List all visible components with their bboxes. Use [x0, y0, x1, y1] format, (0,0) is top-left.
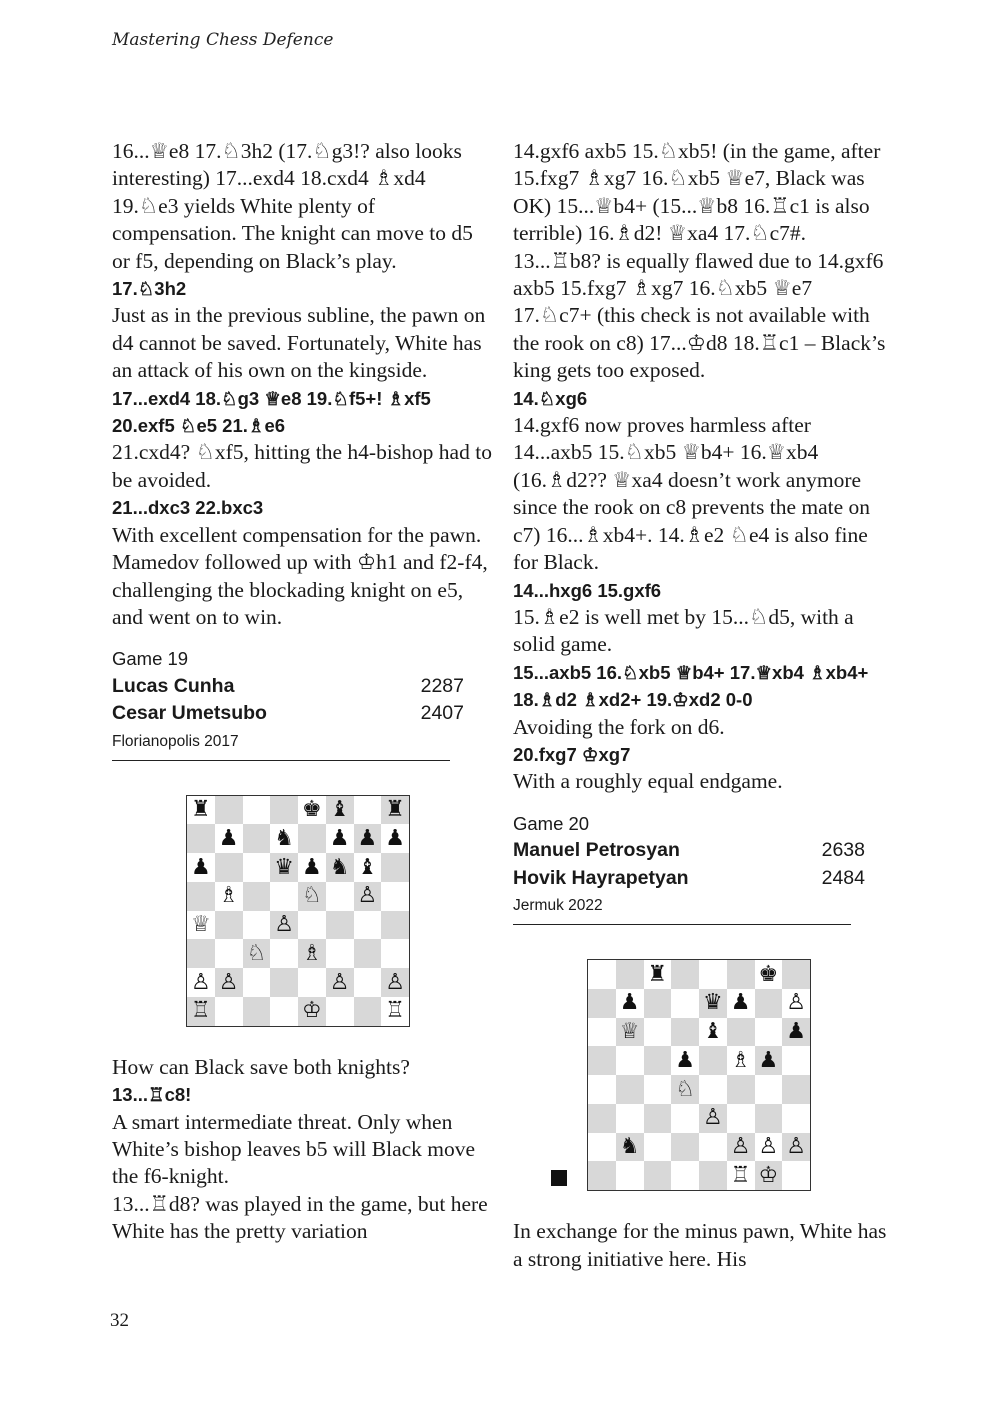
board-square	[644, 960, 672, 989]
white-bishop-icon: ♗	[302, 940, 322, 966]
white-bishop-icon: ♗	[218, 883, 239, 909]
board-square	[326, 939, 354, 968]
board-square	[215, 997, 243, 1026]
board-square	[298, 853, 326, 882]
board-square	[215, 796, 243, 825]
move-line: 14.♘xg6	[513, 387, 588, 409]
board-square	[588, 1046, 616, 1075]
board-square	[588, 1075, 616, 1104]
game-label: Game 19	[112, 648, 189, 670]
board-square	[755, 960, 783, 989]
white-bishop-icon: ♗	[730, 1047, 751, 1073]
player-name: Cesar Umetsubo	[112, 702, 267, 725]
move-line: 13...♖c8!	[112, 1084, 192, 1106]
chess-diagram	[186, 795, 414, 1028]
white-pawn-icon: ♙	[274, 912, 294, 938]
move-line: 14...hxg6 15.gxf6	[513, 579, 662, 601]
board-square	[699, 960, 727, 989]
white-pawn-icon: ♙	[786, 990, 806, 1016]
move-line: 17...exd4 18.♘g3 ♕e8 19.♘f5+! ♗xf5 20.exf5 ♘e5 21.♗e6	[112, 387, 431, 437]
board-square	[782, 1018, 810, 1047]
white-pawn-icon: ♙	[730, 1134, 751, 1160]
player-name: Lucas Cunha	[112, 674, 235, 697]
black-player	[513, 865, 865, 893]
white-player	[112, 673, 464, 701]
board-square	[243, 882, 271, 911]
board-square	[270, 997, 298, 1026]
black-pawn-icon: ♟	[730, 990, 751, 1016]
board-square	[354, 911, 382, 940]
board-square	[755, 1018, 783, 1047]
board-square	[326, 911, 354, 940]
white-pawn-icon: ♙	[218, 969, 239, 995]
board-square	[243, 968, 271, 997]
board-square	[616, 1018, 644, 1047]
move-line: 15...axb5 16.♘xb5 ♕b4+ 17.♕xb4 ♗xb4+ 18.♗d2 ♗xd2+ 19.♔xd2 0-0	[513, 661, 869, 711]
commentary-paragraph: 15.♗e2 is well met by 15...♘d5, with a solid game.	[513, 604, 854, 657]
board-square	[671, 1104, 699, 1133]
black-pawn-icon: ♟	[218, 825, 239, 851]
white-player	[513, 837, 865, 865]
white-pawn-icon: ♙	[191, 969, 211, 995]
board-square	[588, 960, 616, 989]
board-square	[270, 796, 298, 825]
white-pawn-icon: ♙	[703, 1105, 723, 1131]
board-square	[727, 1018, 755, 1047]
page-number: 32	[110, 1310, 129, 1331]
board-square	[782, 989, 810, 1018]
board-square	[381, 997, 409, 1026]
board-square	[755, 1046, 783, 1075]
board-square	[381, 939, 409, 968]
black-pawn-icon: ♟	[385, 825, 405, 851]
board-square	[187, 997, 215, 1026]
board-square	[243, 824, 271, 853]
board-square	[298, 911, 326, 940]
chess-board	[587, 959, 811, 1191]
board-square	[755, 1075, 783, 1104]
board-square	[354, 968, 382, 997]
board-square	[354, 939, 382, 968]
player-rating: 2407	[420, 702, 464, 725]
black-king-icon: ♚	[758, 961, 779, 987]
board-square	[755, 1161, 783, 1190]
board-square	[243, 911, 271, 940]
board-square	[616, 1133, 644, 1162]
move-line: 21...dxc3 22.bxc3	[112, 497, 264, 519]
board-square	[671, 1046, 699, 1075]
board-square	[243, 853, 271, 882]
board-square	[326, 853, 354, 882]
board-square	[616, 960, 644, 989]
board-square	[187, 882, 215, 911]
board-square	[616, 989, 644, 1018]
board-square	[270, 824, 298, 853]
board-square	[671, 1161, 699, 1190]
board-square	[326, 824, 354, 853]
board-square	[215, 911, 243, 940]
commentary-paragraph: With excellent compensation for the pawn. Mamedov followed up with ♔h1 and f2-f4, challenging the blockading knight on e5, and went on to win.	[112, 522, 488, 629]
board-square	[616, 1161, 644, 1190]
board-square	[755, 989, 783, 1018]
board-square	[588, 989, 616, 1018]
game-header	[112, 645, 492, 760]
board-square	[644, 1046, 672, 1075]
board-square	[588, 1161, 616, 1190]
board-square	[699, 1104, 727, 1133]
board-square	[326, 997, 354, 1026]
commentary-paragraph: Just as in the previous subline, the pawn on d4 cannot be saved. Fortunately, White has an attack of his own on the kingside.	[112, 303, 486, 383]
player-rating: 2484	[821, 866, 865, 889]
black-knight-icon: ♞	[329, 854, 350, 880]
board-square	[298, 796, 326, 825]
move-line: 17.♘3h2	[112, 278, 187, 300]
white-pawn-icon: ♙	[385, 969, 405, 995]
board-square	[782, 1104, 810, 1133]
commentary-paragraph: 14.gxf6 axb5 15.♘xb5! (in the game, after 15.fxg7 ♗xg7 16.♘xb5 ♕e7, Black was OK) 15...♕b4+ (15...♕b8 16.♖c1 is also terrible) 16.♗d2! ♕xa4 17.♘c7#. 13...♖b8? is equally flawed due to 14.gxf6 axb5 15.fxg7 ♗xg7 16.♘xb5 ♕e7 17.♘c7+ (this check is not available with the rook on c8) 17...♔d8 18.♖c1 – Black’s king gets too exposed.	[513, 139, 886, 383]
black-pawn-icon: ♟	[786, 1019, 806, 1045]
board-square	[727, 960, 755, 989]
board-square	[243, 796, 271, 825]
black-queen-icon: ♛	[274, 854, 294, 880]
board-square	[755, 1133, 783, 1162]
black-pawn-icon: ♟	[357, 825, 378, 851]
board-square	[782, 1075, 810, 1104]
board-square	[381, 853, 409, 882]
board-square	[699, 1046, 727, 1075]
white-knight-icon: ♘	[246, 940, 267, 966]
black-player	[112, 700, 464, 728]
board-square	[298, 882, 326, 911]
black-pawn-icon: ♟	[758, 1047, 779, 1073]
right-column	[513, 138, 893, 1273]
board-square	[727, 1133, 755, 1162]
board-square	[187, 939, 215, 968]
board-square	[187, 911, 215, 940]
board-square	[298, 939, 326, 968]
black-pawn-icon: ♟	[302, 854, 322, 880]
white-pawn-icon: ♙	[758, 1134, 779, 1160]
black-pawn-icon: ♟	[191, 854, 211, 880]
white-pawn-icon: ♙	[357, 883, 378, 909]
board-square	[381, 824, 409, 853]
board-square	[699, 1133, 727, 1162]
board-square	[616, 1075, 644, 1104]
chess-diagram	[587, 959, 815, 1192]
board-square	[644, 1161, 672, 1190]
board-square	[187, 853, 215, 882]
left-column	[112, 138, 492, 1246]
board-square	[699, 1018, 727, 1047]
game-venue: Florianopolis 2017	[112, 728, 450, 761]
board-square	[755, 1104, 783, 1133]
right-bottom-text	[513, 1218, 893, 1273]
black-to-move-marker	[551, 1170, 567, 1186]
board-square	[699, 1075, 727, 1104]
board-square	[354, 882, 382, 911]
black-king-icon: ♚	[302, 797, 322, 823]
white-queen-icon: ♕	[619, 1019, 640, 1045]
running-head: Mastering Chess Defence	[112, 30, 334, 50]
board-square	[782, 1046, 810, 1075]
board-square	[671, 989, 699, 1018]
board-square	[671, 1133, 699, 1162]
board-square	[671, 1075, 699, 1104]
white-knight-icon: ♘	[302, 883, 322, 909]
board-square	[298, 968, 326, 997]
board-square	[588, 1133, 616, 1162]
white-king-icon: ♔	[758, 1162, 779, 1188]
board-square	[243, 997, 271, 1026]
commentary-paragraph: How can Black save both knights?	[112, 1054, 410, 1079]
white-pawn-icon: ♙	[329, 969, 350, 995]
game-venue: Jermuk 2022	[513, 892, 851, 925]
board-square	[699, 989, 727, 1018]
player-name: Hovik Hayrapetyan	[513, 866, 689, 889]
board-square	[354, 824, 382, 853]
board-square	[270, 853, 298, 882]
board-square	[616, 1046, 644, 1075]
board-square	[644, 1075, 672, 1104]
board-square	[727, 1046, 755, 1075]
board-square	[298, 997, 326, 1026]
black-rook-icon: ♜	[647, 961, 668, 987]
board-square	[270, 882, 298, 911]
board-square	[381, 911, 409, 940]
board-square	[187, 968, 215, 997]
commentary-paragraph: In exchange for the minus pawn, White has a strong initiative here. His	[513, 1219, 887, 1271]
white-rook-icon: ♖	[385, 998, 405, 1024]
board-square	[588, 1104, 616, 1133]
board-square	[671, 960, 699, 989]
game-label: Game 20	[513, 812, 590, 834]
black-knight-icon: ♞	[274, 825, 294, 851]
black-pawn-icon: ♟	[675, 1047, 695, 1073]
board-square	[381, 882, 409, 911]
black-rook-icon: ♜	[191, 797, 211, 823]
board-square	[215, 853, 243, 882]
board-square	[727, 1161, 755, 1190]
left-bottom-text	[112, 1054, 492, 1246]
white-queen-icon: ♕	[191, 912, 211, 938]
white-knight-icon: ♘	[675, 1076, 695, 1102]
move-line: 20.fxg7 ♔xg7	[513, 743, 631, 765]
board-square	[727, 1075, 755, 1104]
board-square	[187, 824, 215, 853]
black-bishop-icon: ♝	[357, 854, 378, 880]
board-square	[644, 1018, 672, 1047]
black-pawn-icon: ♟	[329, 825, 350, 851]
black-bishop-icon: ♝	[703, 1019, 723, 1045]
board-square	[644, 1133, 672, 1162]
commentary-paragraph: With a roughly equal endgame.	[513, 769, 783, 794]
commentary-paragraph: 14.gxf6 now proves harmless after 14...axb5 15.♘xb5 ♕b4+ 16.♕xb4 (16.♗d2?? ♕xa4 doesn’t work anymore since the rook on c8 prevents the mate on c7) 16...♗xb4+. 14.♗e2 ♘e4 is also fine for Black.	[513, 413, 871, 575]
black-rook-icon: ♜	[385, 797, 405, 823]
player-name: Manuel Petrosyan	[513, 839, 680, 862]
black-knight-icon: ♞	[619, 1134, 640, 1160]
board-square	[699, 1161, 727, 1190]
black-bishop-icon: ♝	[329, 797, 350, 823]
black-pawn-icon: ♟	[619, 990, 640, 1016]
board-square	[354, 997, 382, 1026]
board-square	[644, 989, 672, 1018]
board-square	[187, 796, 215, 825]
board-square	[270, 939, 298, 968]
board-square	[270, 911, 298, 940]
board-square	[644, 1104, 672, 1133]
board-square	[381, 796, 409, 825]
right-top-text	[513, 138, 893, 796]
board-square	[354, 796, 382, 825]
board-square	[215, 968, 243, 997]
player-rating: 2287	[420, 674, 464, 697]
board-square	[215, 882, 243, 911]
board-square	[588, 1018, 616, 1047]
board-square	[381, 968, 409, 997]
white-rook-icon: ♖	[191, 998, 211, 1024]
white-king-icon: ♔	[302, 998, 322, 1024]
left-top-text	[112, 138, 492, 631]
white-rook-icon: ♖	[730, 1162, 751, 1188]
board-square	[782, 1133, 810, 1162]
board-square	[215, 939, 243, 968]
commentary-paragraph: Avoiding the fork on d6.	[513, 714, 725, 739]
board-square	[298, 824, 326, 853]
chess-board	[186, 795, 410, 1027]
commentary-paragraph: 16...♕e8 17.♘3h2 (17.♘g3!? also looks interesting) 17...exd4 18.cxd4 ♗xd4 19.♘e3 yields White plenty of compensation. The knight can move to d5 or f5, depending on Black’s play.	[112, 139, 473, 273]
game-header	[513, 810, 893, 925]
board-square	[326, 968, 354, 997]
board-square	[215, 824, 243, 853]
board-square	[782, 960, 810, 989]
player-rating: 2638	[821, 839, 865, 862]
board-square	[354, 853, 382, 882]
board-square	[671, 1018, 699, 1047]
board-square	[243, 939, 271, 968]
board-square	[326, 882, 354, 911]
black-queen-icon: ♛	[703, 990, 723, 1016]
board-square	[270, 968, 298, 997]
board-square	[727, 1104, 755, 1133]
commentary-paragraph: 21.cxd4? ♘xf5, hitting the h4-bishop had to be avoided.	[112, 440, 492, 492]
commentary-paragraph: A smart intermediate threat. Only when White’s bishop leaves b5 will Black move the f6-knight.	[112, 1109, 476, 1189]
board-square	[616, 1104, 644, 1133]
board-square	[727, 989, 755, 1018]
board-square	[782, 1161, 810, 1190]
board-square	[326, 796, 354, 825]
commentary-paragraph: 13...♖d8? was played in the game, but here White has the pretty variation	[112, 1191, 488, 1244]
white-pawn-icon: ♙	[786, 1134, 806, 1160]
